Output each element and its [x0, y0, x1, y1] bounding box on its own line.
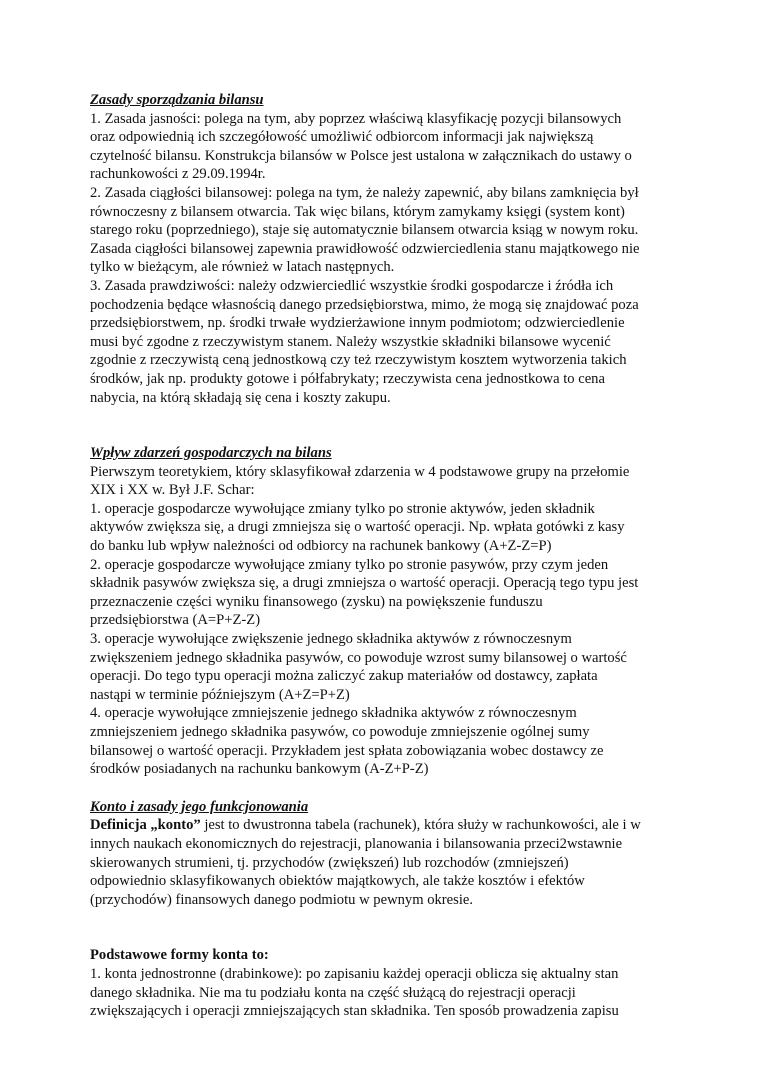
text-line: tylko w bieżącym, ale również w latach następnych.: [90, 259, 395, 276]
text-line: operacji. Do tego typu operacji można zaliczyć zakup materiałów od dostawcy, zapłata: [90, 668, 598, 685]
text-line: innych naukach ekonomicznych do rejestracji, planowania i bilansowania przeci2wstawnie: [90, 835, 623, 852]
text-line: Pierwszym teoretykiem, który sklasyfikował zdarzenia w 4 podstawowe grupy na przełomie: [90, 463, 630, 480]
section-heading-balance-principles: Zasady sporządzania bilansu: [90, 92, 264, 108]
text-line: oraz odpowiednią ich szczegółowość umożliwić odbiorcom informacji jak największą: [90, 129, 594, 146]
text-line: starego roku (poprzedniego), staje się automatycznie bilansem otwarcia ksiąg w nowym roku.: [90, 222, 639, 239]
text-line: przeznaczenie części wyniku finansowego (zysku) na powiększenie funduszu: [90, 593, 543, 610]
text-line: odpowiednio sklasyfikowanych obiektów majątkowych, ale także kosztów i efektów: [90, 873, 585, 890]
text-line: środków, jak np. produkty gotowe i półfabrykaty; rzeczywista cena jednostkowa to cena: [90, 370, 605, 387]
text-line: skierowanych strumieni, tj. przychodów (zwiększeń) lub rozchodów (zmniejszeń): [90, 854, 569, 871]
text-line: czytelność bilansu. Konstrukcja bilansów w Polsce jest ustalona w załącznikach do ustawy o: [90, 147, 632, 164]
text-line: (przychodów) finansowych danego podmiotu w pewnym okresie.: [90, 891, 473, 908]
text-line: przedsiębiorstwem, np. środki trwałe wydzierżawione innym podmiotom; odzwierciedlenie: [90, 315, 625, 332]
text-line: zwiększających i operacji zmniejszających stan składnika. Ten sposób prowadzenia zapisu: [90, 1003, 619, 1020]
text-line: do banku lub wpływ należności od odbiorcy na rachunek bankowy (A+Z-Z=P): [90, 538, 552, 555]
text-line: przedsiębiorstwa (A=P+Z-Z): [90, 612, 261, 629]
document-page: [90, 91, 680, 1021]
text-line: Zasada ciągłości bilansowej zapewnia prawidłowość odzwierciedlenia stanu majątkowego nie: [90, 240, 640, 257]
section-heading-economic-events: Wpływ zdarzeń gospodarczych na bilans: [90, 445, 332, 462]
text-line: równoczesny z bilansem otwarcia. Tak więc bilans, którym zamykamy księgi (system kont): [90, 203, 625, 220]
section-body-account-forms: [90, 965, 680, 1021]
section-heading-account-forms: Podstawowe formy konta to:: [90, 947, 269, 964]
text-line: 3. operacje wywołujące zwiększenie jednego składnika aktywów z równoczesnym: [90, 631, 572, 648]
text-line: nabycia, na którą składają się cena i koszty zakupu.: [90, 389, 391, 406]
text-line: nastąpi w terminie późniejszym (A+Z=P+Z): [90, 686, 350, 703]
text-line: musi być zgodne z rzeczywistym stanem. Należy wszystkie składniki bilansowe wycenić: [90, 333, 611, 350]
paragraph-spacer: [90, 779, 680, 798]
text-line: środków posiadanych na rachunku bankowym (A-Z+P-Z): [90, 761, 429, 778]
text-line: 1. konta jednostronne (drabinkowe): po zapisaniu każdej operacji oblicza się aktualny stan: [90, 965, 619, 982]
text-line: rachunkowości z 29.09.1994r.: [90, 166, 266, 183]
text-line: 1. operacje gospodarcze wywołujące zmiany tylko po stronie aktywów, jeden składnik: [90, 500, 595, 517]
text-line: zgodnie z rzeczywistą ceną jednostkową czy też rzeczywistym kosztem wytworzenia takich: [90, 352, 627, 369]
text-line-definition: [90, 816, 680, 835]
text-line: pochodzenia będące własnością danego przedsiębiorstwa, mimo, że mogą się znajdować poza: [90, 296, 639, 313]
text-line: 2. operacje gospodarcze wywołujące zmiany tylko po stronie pasywów, przy czym jeden: [90, 556, 609, 573]
section-body-balance-principles: [90, 110, 680, 408]
text-line: 1. Zasada jasności: polega na tym, aby poprzez właściwą klasyfikację pozycji bilansowych: [90, 110, 622, 127]
section-heading-account: Konto i zasady jego funkcjonowania: [90, 798, 309, 815]
section-body-account: [90, 816, 680, 909]
text-line: danego składnika. Nie ma tu podziału konta na część służącą do rejestracji operacji: [90, 984, 576, 1001]
text-line: zwiększeniem jednego składnika pasywów, co powoduje wzrost sumy bilansowej o wartość: [90, 649, 627, 666]
text-line: 2. Zasada ciągłości bilansowej: polega na tym, że należy zapewnić, aby bilans zamknięcia był: [90, 184, 639, 201]
text-line: aktywów zwiększa się, a drugi zmniejsza się o wartość operacji. Np. wpłata gotówki z kasy: [90, 519, 625, 536]
definition-term: Definicja „konto”: [90, 817, 201, 834]
text-line: 3. Zasada prawdziwości: należy odzwierciedlić wszystkie środki gospodarcze i źródła ich: [90, 277, 614, 294]
text-line: zmniejszeniem jednego składnika pasywów, co powoduje zmniejszenie ogólnej sumy: [90, 724, 590, 740]
section-body-economic-events: [90, 463, 680, 779]
definition-text: jest to dwustronna tabela (rachunek), która służy w rachunkowości, ale i w: [200, 817, 641, 834]
text-line: XIX i XX w. Był J.F. Schar:: [90, 482, 255, 499]
text-line: składnik pasywów zwiększa się, a drugi zmniejsza o wartość operacji. Operacją tego typu jest: [90, 575, 639, 592]
paragraph-spacer: [90, 407, 680, 444]
text-line: bilansowej o wartość operacji. Przykładem jest spłata zobowiązania wobec dostawcy ze: [90, 742, 604, 759]
text-line: 4. operacje wywołujące zmniejszenie jednego składnika aktywów z równoczesnym: [90, 705, 577, 722]
paragraph-spacer: [90, 909, 680, 946]
